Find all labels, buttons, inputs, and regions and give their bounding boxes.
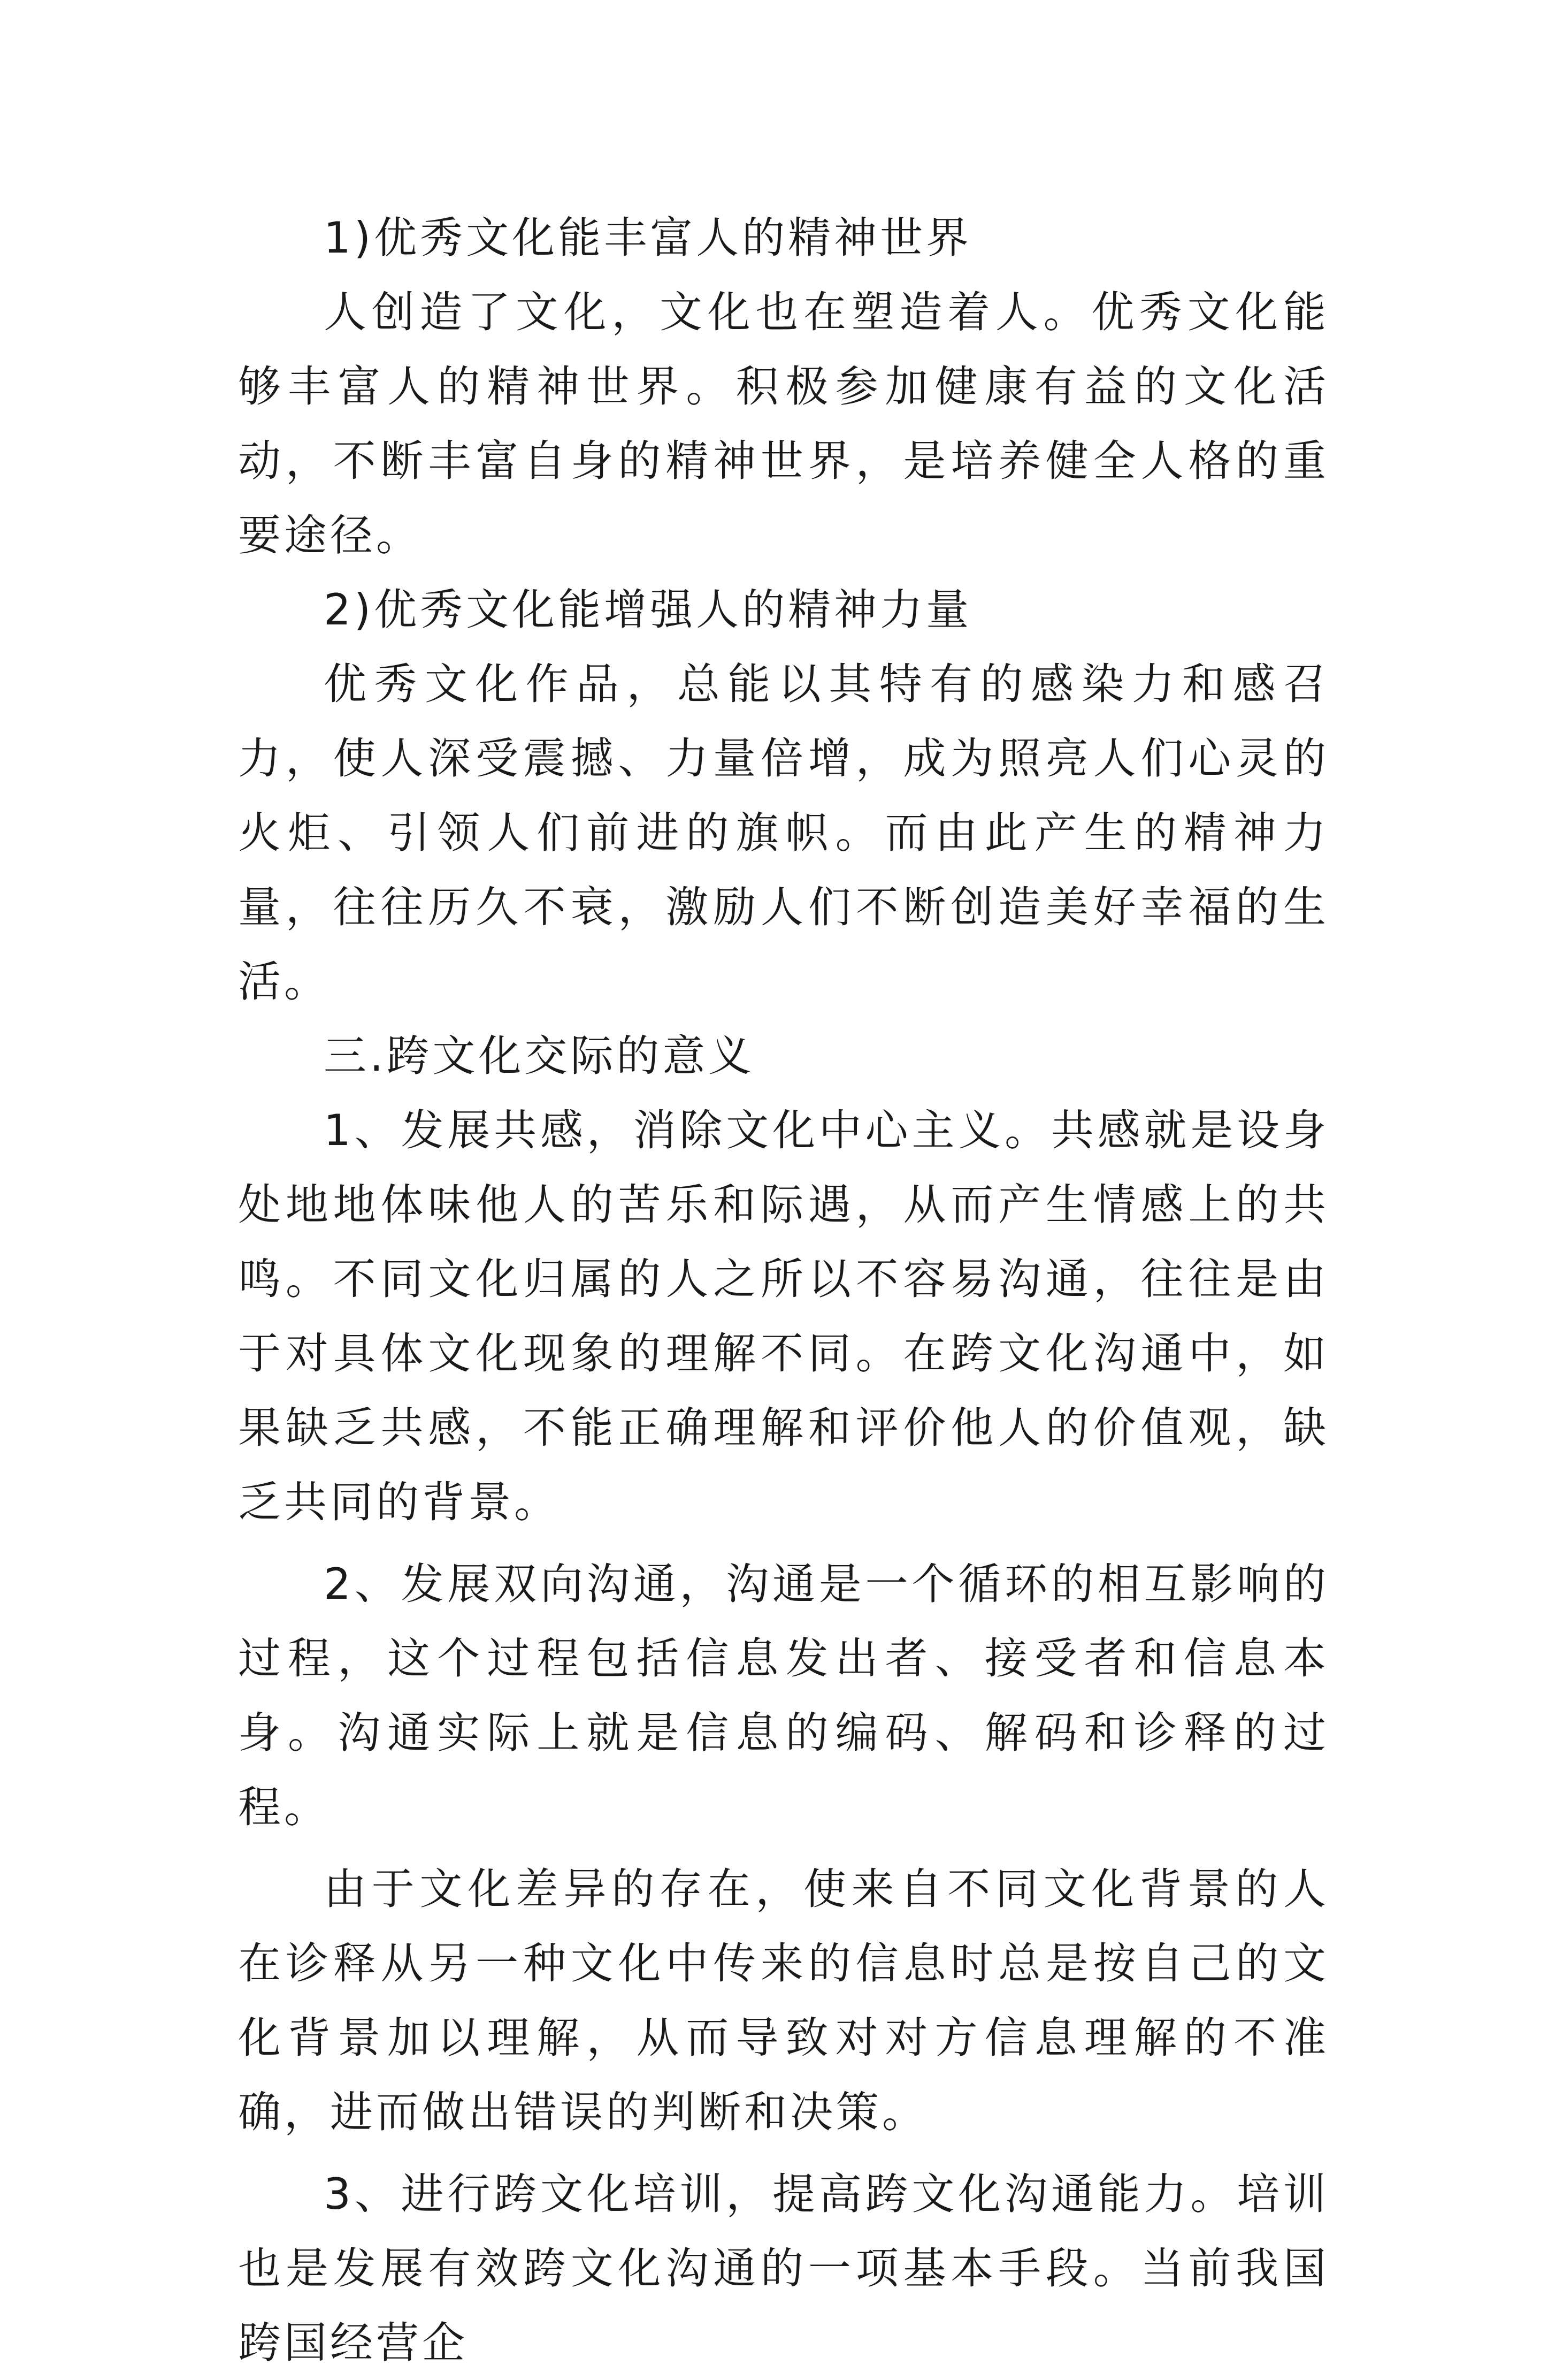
subheading-strengthen-spirit: 2)优秀文化能增强人的精神力量 xyxy=(324,585,972,635)
paragraph-training: 3、进行跨文化培训，提高跨文化沟通能力。培训也是发展有效跨文化沟通的一项基本手段。当前我国跨国经营企 xyxy=(238,2169,1329,2368)
section-heading-intercultural: 三.跨文化交际的意义 xyxy=(324,1031,755,1081)
paragraph-culture-shapes-people: 人创造了文化，文化也在塑造着人。优秀文化能够丰富人的精神世界。积极参加健康有益的文化活动，不断丰富自身的精神世界，是培养健全人格的重要途径。 xyxy=(238,287,1329,560)
paragraph-empathy: 1、发展共感，消除文化中心主义。共感就是设身处地地体味他人的苦乐和际遇，从而产生情感上的共鸣。不同文化归属的人之所以不容易沟通，往往是由于对具体文化现象的理解不同。在跨文化沟通中，如果缺乏共感，不能正确理解和评价他人的价值观，缺乏共同的背景。 xyxy=(238,1105,1329,1527)
paragraph-cultural-works: 优秀文化作品，总能以其特有的感染力和感召力，使人深受震撼、力量倍增，成为照亮人们心灵的火炬、引领人们前进的旗帜。而由此产生的精神力量，往往历久不衰，激励人们不断创造美好幸福的生活。 xyxy=(238,659,1329,1006)
document-body xyxy=(238,201,1329,2380)
paragraph-cultural-differences: 由于文化差异的存在，使来自不同文化背景的人在诊释从另一种文化中传来的信息时总是按自己的文化背景加以理解，从而导致对对方信息理解的不准确，进而做出错误的判断和决策。 xyxy=(238,1864,1329,2137)
paragraph-two-way-communication: 2、发展双向沟通，沟通是一个循环的相互影响的过程，这个过程包括信息发出者、接受者和信息本身。沟通实际上就是信息的编码、解码和诊释的过程。 xyxy=(238,1559,1329,1832)
subheading-rich-spirit: 1)优秀文化能丰富人的精神世界 xyxy=(324,213,972,263)
